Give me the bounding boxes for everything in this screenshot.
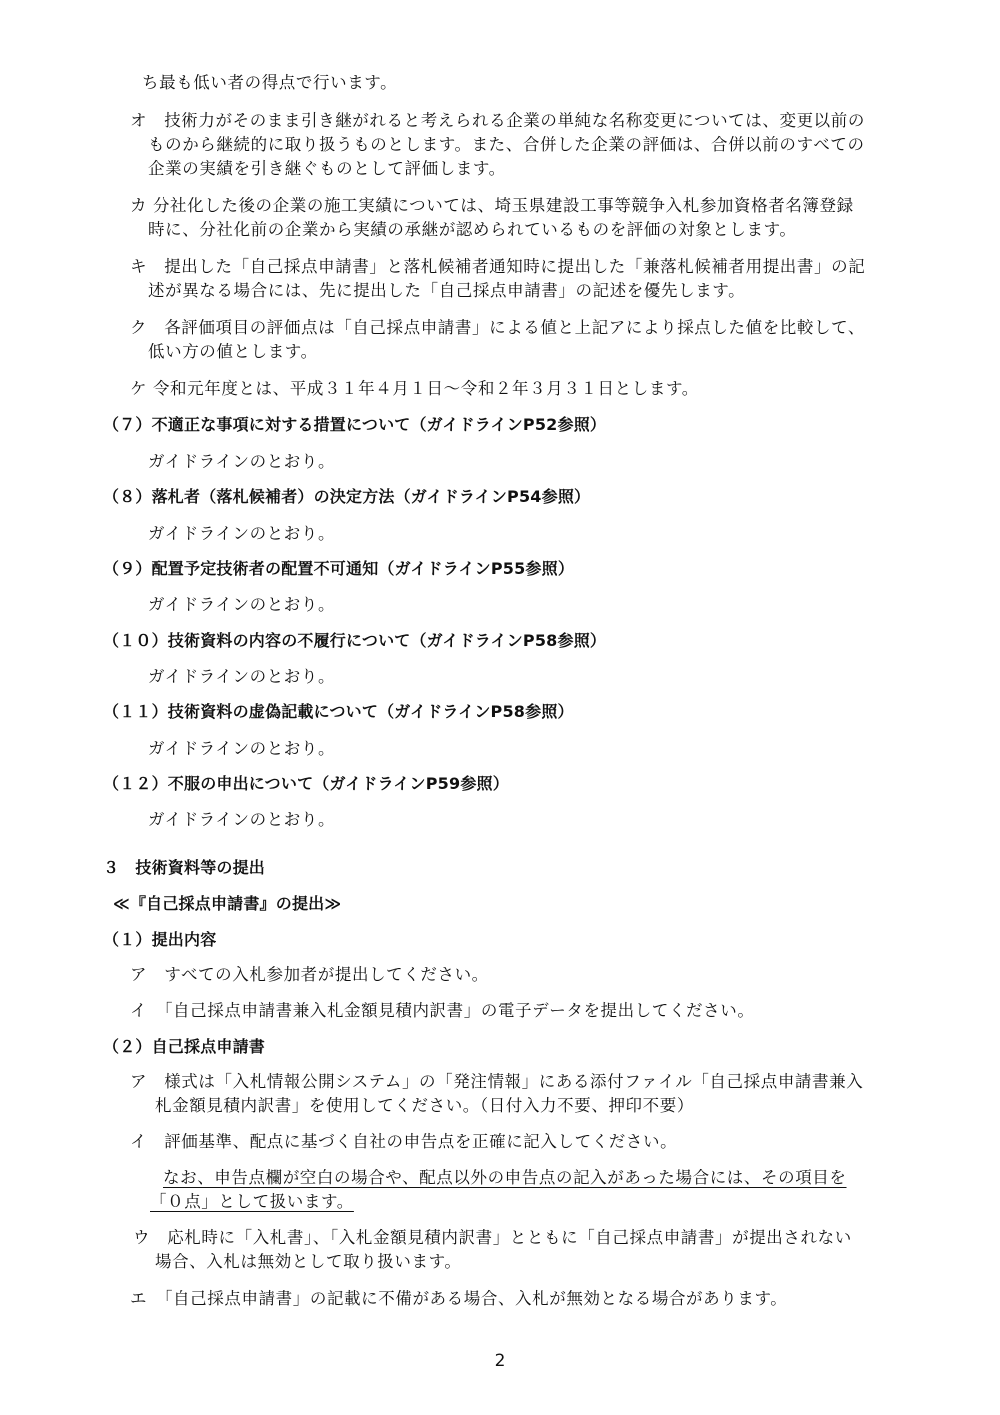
section-9-body: ガイドラインのとおり。 — [148, 595, 336, 614]
item-o-line1: オ 技術力がそのまま引き継がれると考えられる企業の単純な名称変更については、変更以前の — [130, 111, 865, 130]
section-12-heading: （１２）不服の申出について（ガイドラインP59参照） — [103, 774, 509, 793]
part-2-note-line2: 「０点」として扱います。 — [150, 1192, 354, 1211]
part-2-item-u-line1: ウ 応札時に「入札書」、「入札金額見積内訳書」とともに「自己採点申請書」が提出されない — [133, 1228, 852, 1247]
section-10-heading: （１０）技術資料の内容の不履行について（ガイドラインP58参照） — [103, 631, 607, 650]
section-9-heading: （９）配置予定技術者の配置不可通知（ガイドラインP55参照） — [103, 559, 575, 578]
page-number: 2 — [494, 1351, 506, 1371]
item-ke-line: ケ 令和元年度とは、平成３１年４月１日～令和２年３月３１日とします。 — [130, 379, 699, 398]
part-2-item-u-line2: 場合、入札は無効として取り扱います。 — [155, 1252, 462, 1271]
section-8-body: ガイドラインのとおり。 — [148, 524, 336, 543]
item-o-line3: 企業の実績を引き継ぐものとして評価します。 — [148, 159, 506, 178]
item-ku-line1: ク 各評価項目の評価点は「自己採点申請書」による値と上記アにより採点した値を比較して、 — [130, 318, 865, 337]
item-ki-line1: キ 提出した「自己採点申請書」と落札候補者通知時に提出した「兼落札候補者用提出書」の記 — [130, 257, 866, 276]
continuation-line: ち最も低い者の得点で行います。 — [142, 73, 398, 92]
part-2-item-a-line2: 札金額見積内訳書」を使用してください。（日付入力不要、押印不要） — [155, 1096, 694, 1115]
section-7-heading: （７）不適正な事項に対する措置について（ガイドラインP52参照） — [103, 415, 607, 434]
section-11-body: ガイドラインのとおり。 — [148, 739, 336, 758]
item-ka-line2: 時に、分社化前の企業から実績の承継が認められているものを評価の対象とします。 — [148, 220, 797, 239]
part-1-heading: （１）提出内容 — [103, 930, 217, 949]
part-1-item-i: イ 「自己採点申請書兼入札金額見積内訳書」の電子データを提出してください。 — [130, 1001, 755, 1020]
part-2-item-a-line1: ア 様式は「入札情報公開システム」の「発注情報」にある添付ファイル「自己採点申請書兼入 — [130, 1072, 864, 1091]
chapter-3-heading: ３ 技術資料等の提出 — [103, 858, 266, 877]
item-o-line2: ものから継続的に取り扱うものとします。また、合併した企業の評価は、合併以前のすべての — [148, 135, 865, 154]
item-ka-line1: カ 分社化した後の企業の施工実績については、埼玉県建設工事等競争入札参加資格者名簿登録 — [130, 196, 854, 215]
item-ku-line2: 低い方の値とします。 — [148, 342, 318, 361]
section-8-heading: （８）落札者（落札候補者）の決定方法（ガイドラインP54参照） — [103, 487, 591, 506]
self-score-subheading: ≪『自己採点申請書』の提出≫ — [113, 894, 342, 913]
item-ki-line2: 述が異なる場合には、先に提出した「自己採点申請書」の記述を優先します。 — [148, 281, 746, 300]
part-2-item-e: エ 「自己採点申請書」の記載に不備がある場合、入札が無効となる場合があります。 — [130, 1289, 788, 1308]
part-2-note-line1: なお、申告点欄が空白の場合や、配点以外の申告点の記入があった場合には、その項目を — [163, 1168, 847, 1187]
part-2-heading: （２）自己採点申請書 — [103, 1037, 266, 1056]
part-1-item-a: ア すべての入札参加者が提出してください。 — [130, 965, 489, 984]
section-11-heading: （１１）技術資料の虚偽記載について（ガイドラインP58参照） — [103, 702, 574, 721]
section-7-body: ガイドラインのとおり。 — [148, 452, 336, 471]
section-10-body: ガイドラインのとおり。 — [148, 667, 336, 686]
section-12-body: ガイドラインのとおり。 — [148, 810, 336, 829]
part-2-item-i: イ 評価基準、配点に基づく自社の申告点を正確に記入してください。 — [130, 1132, 678, 1151]
